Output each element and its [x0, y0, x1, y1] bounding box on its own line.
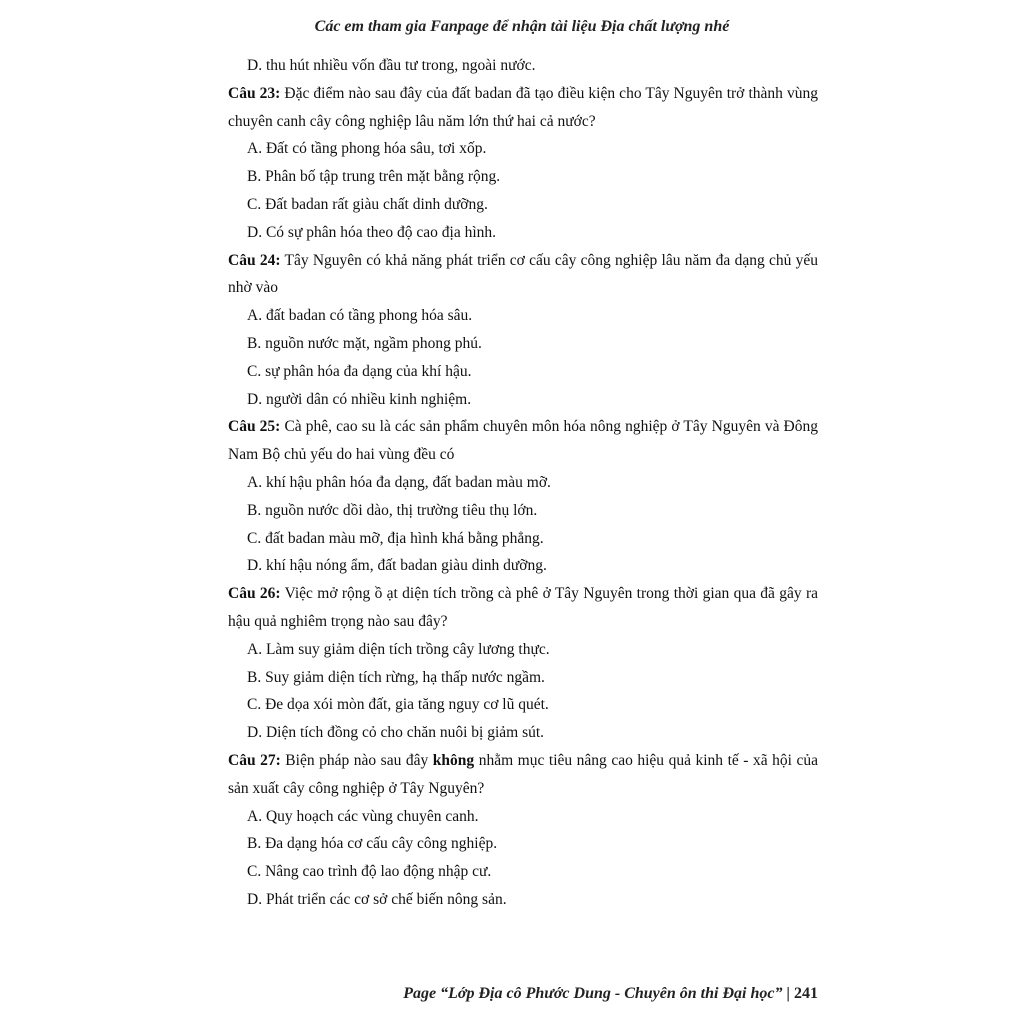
option-a: A. Làm suy giảm diện tích trồng cây lương thực.	[247, 640, 550, 658]
previous-option: D. thu hút nhiều vốn đầu tư trong, ngoài nước.	[247, 57, 536, 74]
question-text-before: Biện pháp nào sau đây	[280, 751, 433, 769]
option-c: C. Nâng cao trình độ lao động nhập cư.	[247, 863, 492, 881]
option-b: B. Phân bố tập trung trên mặt bằng rộng.	[247, 168, 501, 186]
option-b: B. nguồn nước dồi dào, thị trường tiêu thụ lớn.	[247, 501, 538, 519]
question-emphasis: không	[432, 751, 475, 769]
question-25	[228, 413, 818, 469]
page-content	[228, 52, 818, 914]
option-c: C. đất badan màu mỡ, địa hình khá bằng phẳng.	[247, 529, 544, 547]
footer-text: Page “Lớp Địa cô Phước Dung - Chuyên ôn thi Đại học”	[403, 985, 783, 1002]
option-d: D. Có sự phân hóa theo độ cao địa hình.	[247, 223, 497, 241]
option-a: A. khí hậu phân hóa đa dạng, đất badan màu mỡ.	[247, 473, 551, 491]
option-b: B. nguồn nước mặt, ngầm phong phú.	[247, 334, 482, 352]
option-d: D. khí hậu nóng ẩm, đất badan giàu dinh dưỡng.	[247, 557, 547, 575]
question-label: Câu 24:	[228, 251, 281, 269]
option-d: D. Phát triển các cơ sở chế biến nông sản.	[247, 890, 507, 908]
question-text: Cà phê, cao su là các sản phẩm chuyên môn hóa nông nghiệp ở Tây Nguyên và Đông Nam Bộ chủ yếu do hai vùng đều có	[228, 418, 818, 464]
option-c: C. Đất badan rất giàu chất dinh dưỡng.	[247, 195, 488, 213]
option-a: A. Đất có tầng phong hóa sâu, tơi xốp.	[247, 140, 487, 158]
question-label: Câu 25:	[228, 418, 281, 436]
question-text: Đặc điểm nào sau đây của đất badan đã tạo điều kiện cho Tây Nguyên trở thành vùng chuyên canh cây công nghiệp lâu năm lớn thứ hai cả nước?	[228, 84, 818, 130]
question-26	[228, 580, 818, 636]
question-label: Câu 26:	[228, 585, 281, 603]
question-text-after: nhằm mục tiêu nâng cao hiệu quả kinh tế - xã hội của sản xuất cây công nghiệp ở Tây Nguyên?	[228, 751, 819, 797]
question-23	[228, 80, 818, 136]
option-c: C. sự phân hóa đa dạng của khí hậu.	[247, 362, 472, 380]
question-label: Câu 23:	[228, 84, 281, 102]
page-footer	[403, 985, 818, 1003]
page-header: Các em tham gia Fanpage để nhận tài liệu Địa chất lượng nhé	[314, 18, 730, 35]
question-text: Việc mở rộng ồ ạt diện tích trồng cà phê ở Tây Nguyên trong thời gian qua đã gây ra hậu quả nghiêm trọng nào sau đây?	[228, 585, 818, 630]
question-text: Tây Nguyên có khả năng phát triển cơ cấu cây công nghiệp lâu năm đa dạng chủ yếu nhờ vào	[228, 251, 818, 297]
option-c: C. Đe dọa xói mòn đất, gia tăng nguy cơ lũ quét.	[247, 696, 549, 714]
question-label: Câu 27:	[228, 751, 281, 769]
option-a: A. Quy hoạch các vùng chuyên canh.	[247, 807, 479, 825]
option-b: B. Đa dạng hóa cơ cấu cây công nghiệp.	[247, 835, 498, 853]
option-d: D. Diện tích đồng cỏ cho chăn nuôi bị giảm sút.	[247, 724, 545, 742]
option-b: B. Suy giảm diện tích rừng, hạ thấp nước ngầm.	[247, 668, 545, 686]
option-d: D. người dân có nhiều kinh nghiệm.	[247, 390, 472, 408]
footer-separator: |	[782, 985, 794, 1002]
question-24	[228, 247, 818, 303]
option-a: A. đất badan có tầng phong hóa sâu.	[247, 307, 473, 325]
page-number: 241	[794, 985, 818, 1002]
question-27	[228, 747, 818, 803]
